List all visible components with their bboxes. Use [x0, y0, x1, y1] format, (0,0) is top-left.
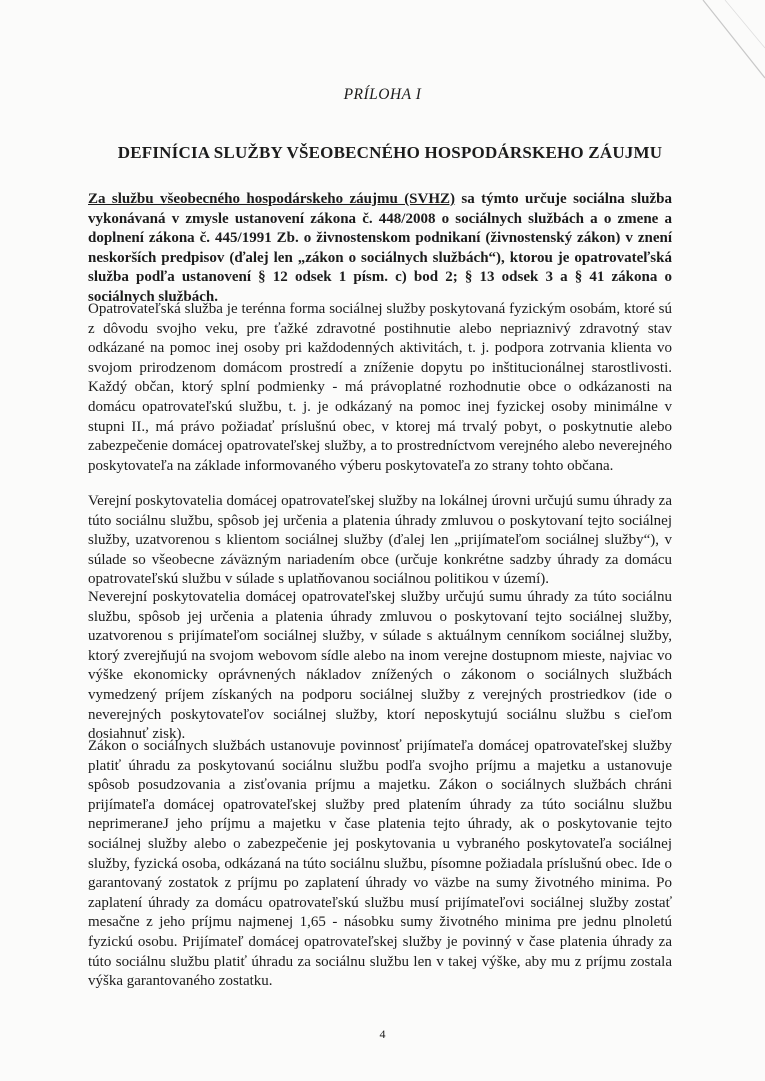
paragraph-text: Opatrovateľská služba je terénna forma sociálnej služby poskytovaná fyzickým osobám, ktoré sú z dôvodu svojho veku, pre ťažké zdravotné postihnutie alebo nepriaznivý zdravotný stav odkázané na pomoc inej osoby pri každodenných aktivitách, t. j. podpora zotrvania klienta vo svojom prirodzenom domácom prostredí a zníženie dopytu po inštitucionálnej starostlivosti. Každý občan, ktorý splní podmienky - má právoplatné rozhodnutie obce o odkázanosti na domácu opatrovateľskú službu, t. j. je odkázaný na pomoc inej fyzickej osoby minimálne v stupni II., má právo požiadať príslušnú obec, v ktorej má trvalý pobyt, o poskytnutie alebo zabezpečenie domácej opatrovateľskej služby, a to prostredníctvom verejného alebo neverejného poskytovateľa na základe informovaného výberu poskytovateľa zo strany tohto občana.	[88, 301, 672, 474]
paragraph-service-definition	[88, 300, 672, 476]
intro-paragraph	[88, 190, 672, 308]
paragraph-text: Neverejní poskytovatelia domácej opatrovateľskej služby určujú sumu úhrady za túto sociálnu službu, spôsob jej určenia a platenia úhrady zmluvou o poskytovaní tejto sociálnej služby, uzatvorenou s prijímateľom sociálnej služby, v súlade s aktuálnym cenníkom sociálnej služby, ktorý zverejňujú na svojom webovom sídle alebo na inom verejne dostupnom mieste, najviac vo výške ekonomicky oprávnených nákladov znížených o zákonom o sociálnych službách vymedzený príjem získaných na podporu sociálnej služby z verejných prostriedkov (ide o neverejných poskytovateľov sociálnej služby, ktorí neposkytujú sociálnu službu s cieľom dosiahnuť zisk).	[88, 589, 672, 743]
annex-label: PRÍLOHA I	[343, 86, 422, 103]
document-title: DEFINÍCIA SLUŽBY VŠEOBECNÉHO HOSPODÁRSKEHO ZÁUJMU	[117, 143, 663, 162]
page-number: 4	[379, 1027, 386, 1041]
paragraph-text: Zákon o sociálnych službách ustanovuje povinnosť prijímateľa domácej opatrovateľskej služby platiť úhradu za poskytovanú sociálnu službu podľa svojho príjmu a majetku a ustanovuje spôsob posudzovania a zisťovania príjmu a majetku. Zákon o sociálnych službách chráni prijímateľa domácej opatrovateľskej služby pred platením úhrady za túto sociálnu službu neprimeraneJ jeho príjmu a majetku v čase platenia tejto úhrady, ak o poskytovanie tejto sociálnej služby alebo o zabezpečenie jej poskytovania u vybraného poskytovateľa sociálnej služby, fyzická osoba, odkázaná na túto sociálnu službu, písomne požiadala príslušnú obec. Ide o garantovaný zostatok z príjmu po zaplatení úhrady vo väzbe na sumy životného minima. Po zaplatení úhrady za domácu opatrovateľskú službu musí prijímateľovi sociálnej služby zostať mesačne z jeho príjmu najmenej 1,65 - násobku sumy životného minima pre jednu plnoletú fyzickú osobu. Prijímateľ domácej opatrovateľskej služby je povinný v čase platenia úhrady za túto sociálnu službu platiť úhradu za sociálnu službu len v takej výške, aby mu z príjmu zostala výška garantovaného zostatku.	[88, 738, 672, 990]
paragraph-public-providers	[88, 492, 672, 590]
scan-corner-fold-mark	[695, 0, 765, 90]
paragraph-private-providers	[88, 588, 672, 745]
paragraph-text: Verejní poskytovatelia domácej opatrovateľskej služby na lokálnej úrovni určujú sumu úhrady za túto sociálnu službu, spôsob jej určenia a platenia úhrady zmluvou o poskytovaní tejto sociálnej služby, uzatvorenou s klientom sociálnej služby (ďalej len „prijímateľom sociálnej služby“), v súlade so všeobecne záväzným nariadením obce (určuje konkrétne sadzby úhrady za domácu opatrovateľskú službu v súlade s uplatňovanou sociálnou politikou v území).	[88, 493, 672, 588]
paragraph-payment-obligation	[88, 737, 672, 992]
svhz-term: Za službu všeobecného hospodárskeho záujmu (SVHZ)	[88, 191, 456, 207]
intro-text: sa týmto určuje sociálna služba vykonávaná v zmysle ustanovení zákona č. 448/2008 o sociálnych službách a o zmene a doplnení zákona č. 445/1991 Zb. o živnostenskom podnikaní (živnostenský zákon) v znení neskorších predpisov (ďalej len „zákon o sociálnych službách“), ktorou je opatrovateľská služba podľa ustanovení § 12 odsek 1 písm. c) bod 2; § 13 odsek 3 a § 41 zákona o sociálnych službách.	[88, 191, 672, 305]
